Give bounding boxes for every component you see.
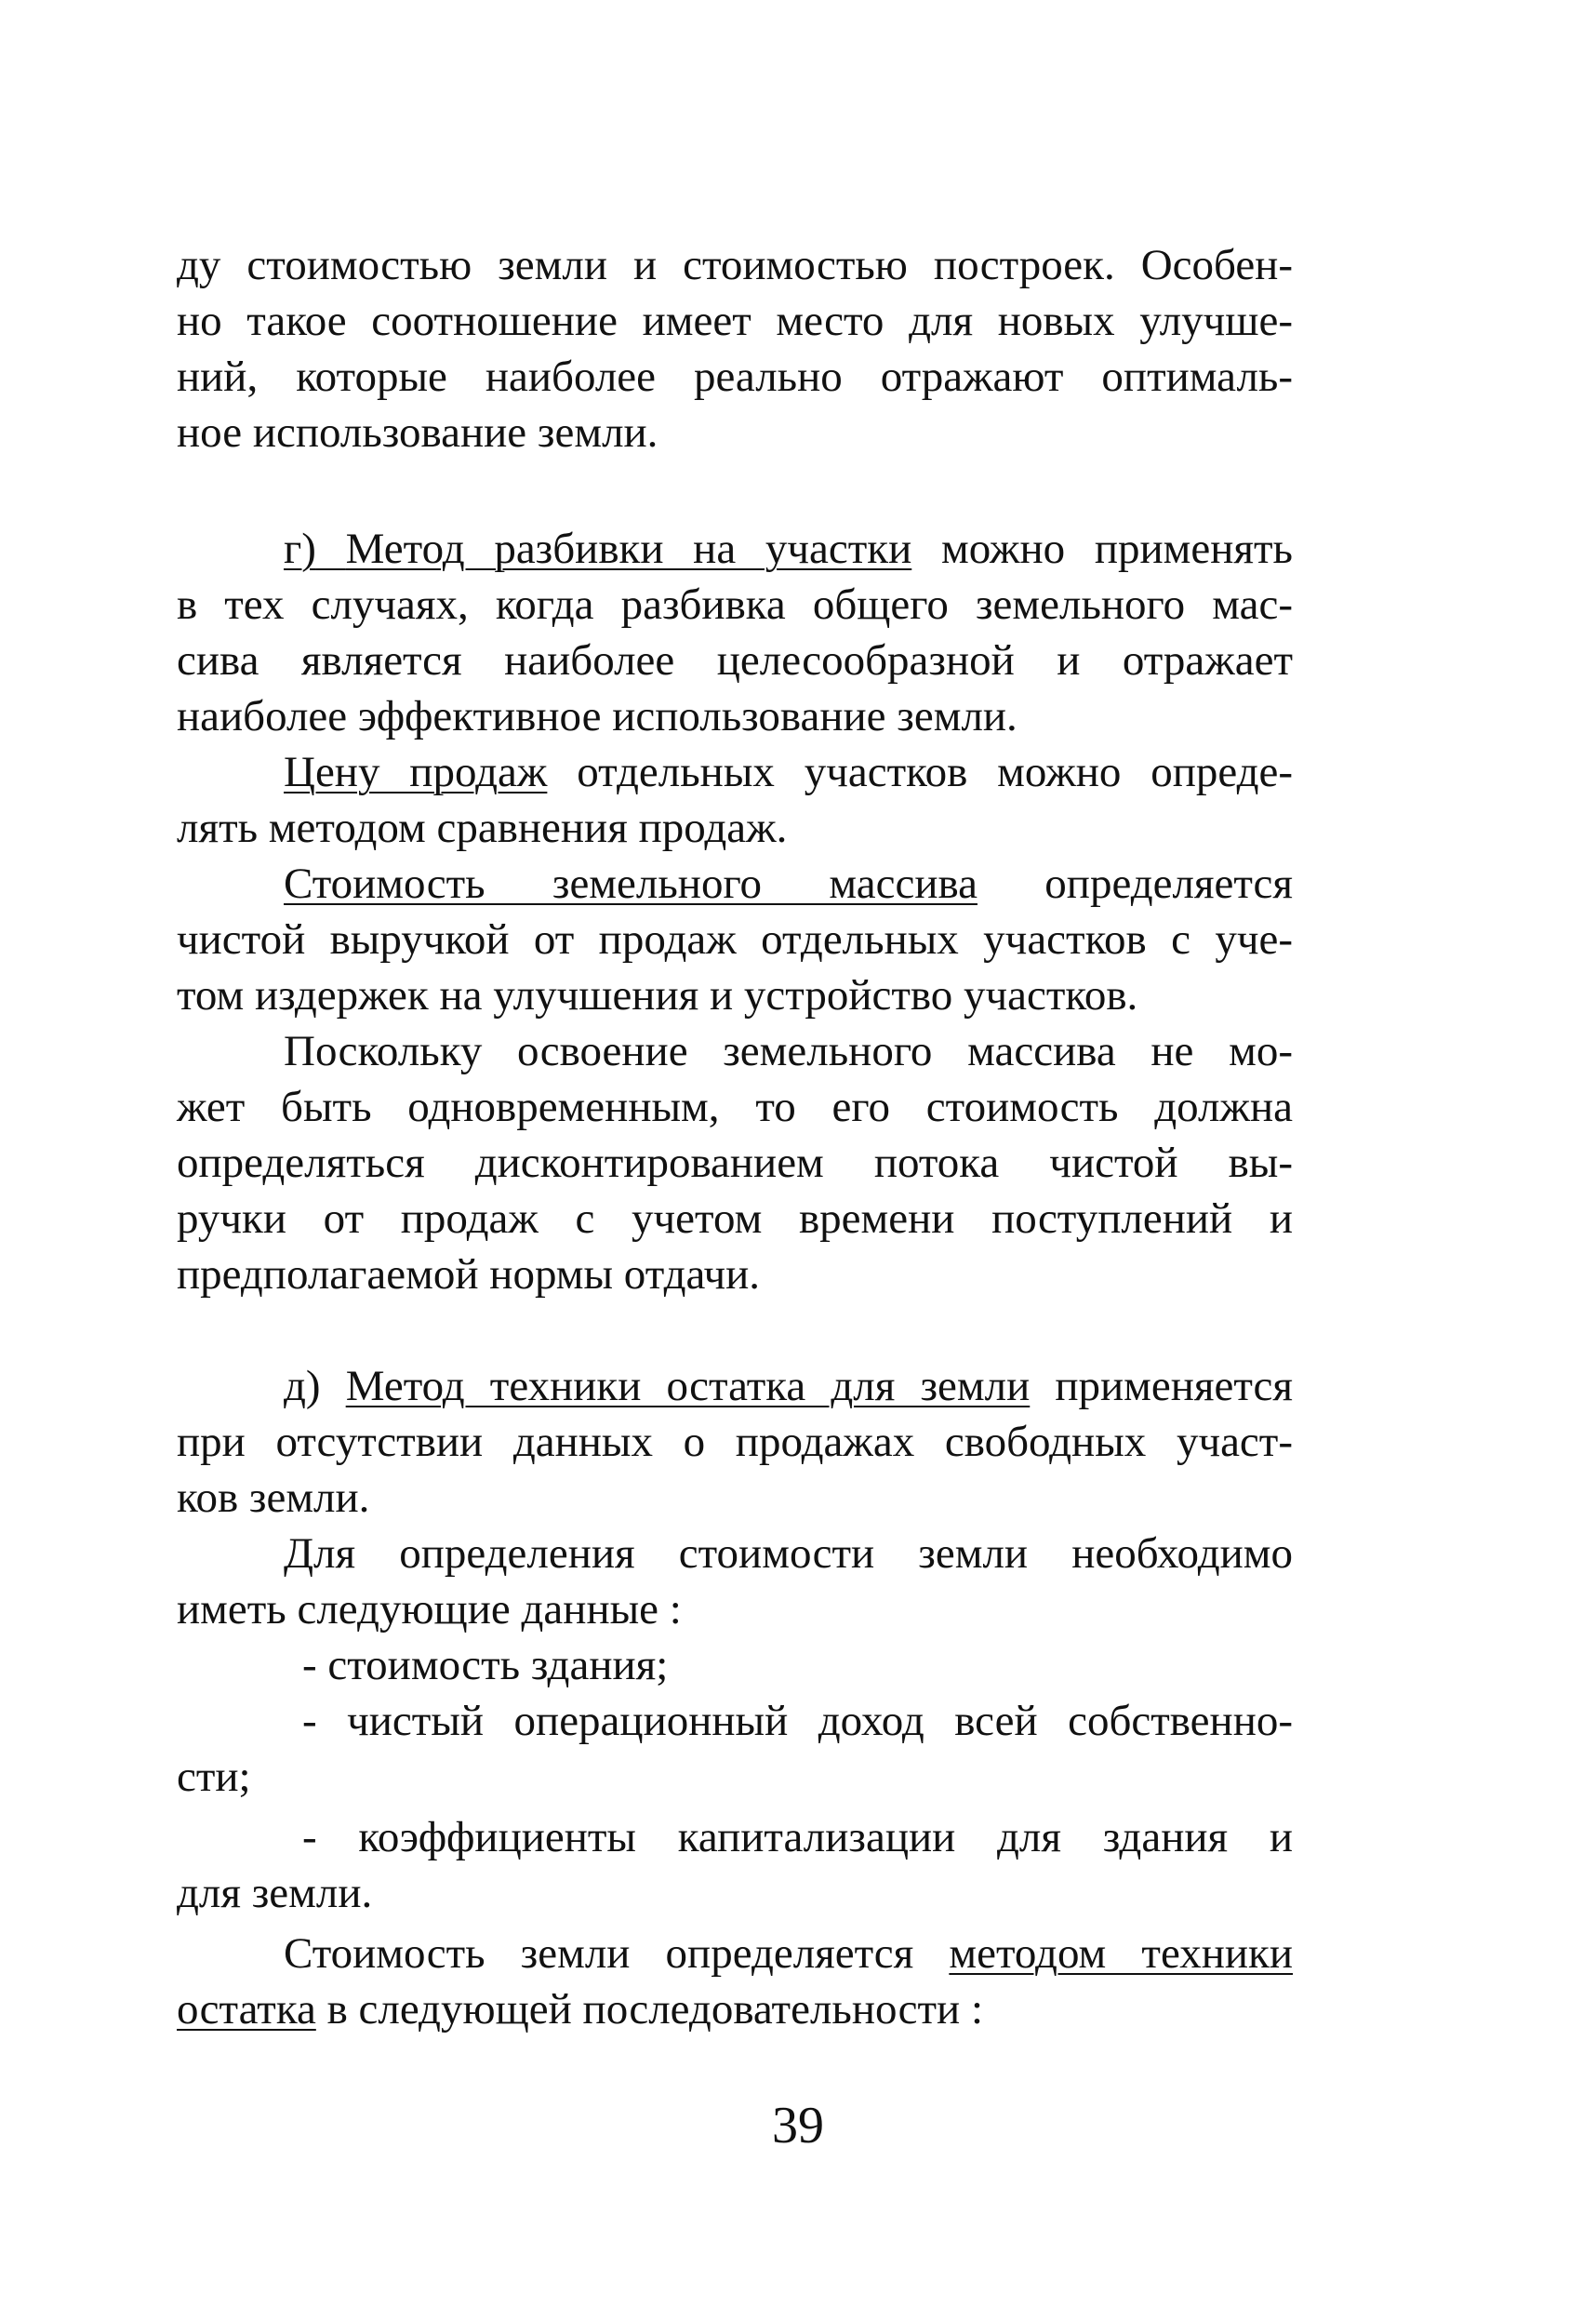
paragraph-2-line-1-rest: можно применять	[940, 525, 1293, 573]
paragraph-2-line-4: наиболее эффективное использование земли.	[177, 692, 1017, 740]
paragraph-5-line-2: жет быть одновременным, то его стоимость должна	[177, 1083, 1293, 1131]
term-land-residual-method: Метод техники остатка для земли	[345, 1362, 1031, 1410]
term-land-tract-value: Стоимость земельного массива	[284, 860, 978, 908]
list-item-3-line-2: для земли.	[177, 1869, 373, 1917]
section-marker-g: г) Метод разбивки на участки	[284, 525, 912, 573]
paragraph-2-line-1	[284, 521, 1293, 577]
paragraph-3-line-2: лять методом сравнения продаж.	[177, 804, 788, 852]
paragraph-5-line-5: предполагаемой нормы отдачи.	[177, 1250, 761, 1299]
paragraph-1-line-1: ду стоимостью земли и стоимостью построек. Особен-	[177, 241, 1293, 289]
paragraph-4-line-1-rest: определяется	[1044, 860, 1293, 908]
paragraph-4-line-1	[284, 856, 1293, 912]
list-item-2-line-2: сти;	[177, 1753, 251, 1801]
paragraph-4-line-2: чистой выручкой от продаж отдельных участков с уче-	[177, 915, 1293, 964]
paragraph-7-line-2: иметь следующие данные :	[177, 1585, 682, 1634]
paragraph-8-line-2	[177, 1981, 1293, 2037]
paragraph-6-line-1-rest: применяется	[1055, 1362, 1294, 1410]
paragraph-1-line-2: но такое соотношение имеет место для новых улучше-	[177, 297, 1293, 345]
paragraph-6-line-2: при отсутствии данных о продажах свободных участ-	[177, 1418, 1293, 1466]
paragraph-3-line-1	[284, 744, 1293, 800]
paragraph-8-line-1-start: Стоимость земли определяется	[284, 1929, 914, 1978]
section-marker-d: д)	[284, 1362, 321, 1410]
paragraph-1-line-4: ное использование земли.	[177, 408, 658, 457]
paragraph-8-line-1	[284, 1926, 1293, 1981]
paragraph-8-line-2-rest: в следующей последовательности :	[326, 1985, 984, 2034]
list-item-1: - стоимость здания;	[302, 1641, 669, 1689]
paragraph-5-line-3: определяться дисконтированием потока чистой вы-	[177, 1139, 1293, 1187]
paragraph-5-line-1: Поскольку освоение земельного массива не мо-	[284, 1027, 1293, 1075]
paragraph-1-line-3: ний, которые наиболее реально отражают оптималь-	[177, 353, 1293, 401]
list-item-2-line-1: - чистый операционный доход всей собственно-	[302, 1697, 1293, 1745]
paragraph-3-line-1-rest: отдельных участков можно опреде-	[577, 748, 1294, 796]
paragraph-5-line-4: ручки от продаж с учетом времени поступлений и	[177, 1194, 1293, 1243]
term-residual-technique-part-2: остатка	[177, 1985, 316, 2034]
page-number: 39	[772, 2097, 824, 2154]
paragraph-2-line-3: сива является наиболее целесообразной и отражает	[177, 636, 1293, 685]
paragraph-6-line-1	[284, 1358, 1293, 1414]
paragraph-2-line-2: в тех случаях, когда разбивка общего земельного мас-	[177, 580, 1293, 629]
term-price-of-sales: Цену продаж	[284, 748, 548, 796]
list-item-3-line-1: - коэффициенты капитализации для здания и	[302, 1813, 1293, 1861]
term-residual-technique-part-1: методом техники	[949, 1929, 1293, 1978]
paragraph-6-line-3: ков земли.	[177, 1474, 370, 1522]
paragraph-4-line-3: том издержек на улучшения и устройство участков.	[177, 971, 1138, 1020]
paragraph-7-line-1: Для определения стоимости земли необходимо	[284, 1529, 1293, 1578]
